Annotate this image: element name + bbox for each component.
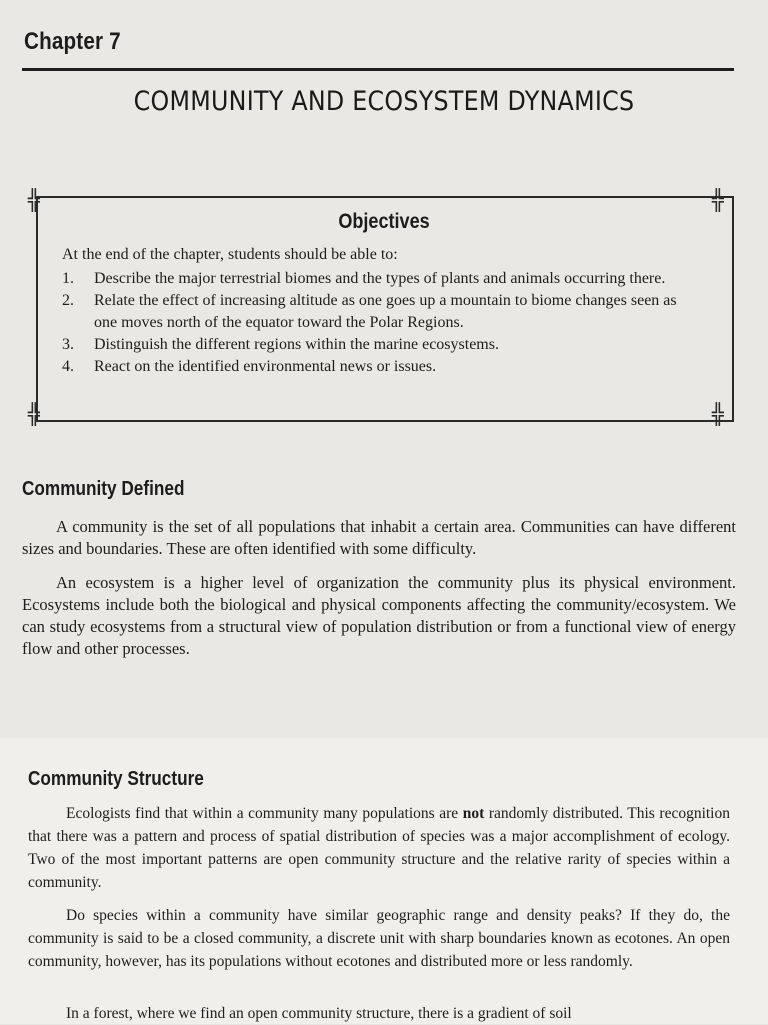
corner-ornament-top-left-icon: ╬ xyxy=(28,188,41,212)
chapter-title: COMMUNITY AND ECOSYSTEM DYNAMICS xyxy=(133,86,635,117)
objectives-list xyxy=(62,268,702,378)
chapter-divider xyxy=(22,68,734,71)
list-item: 2. Relate the effect of increasing altitude as one goes up a mountain to biome changes seen as one moves north of the equator toward the Polar Regions. xyxy=(62,292,677,331)
community-defined-paragraph-2: An ecosystem is a higher level of organization the community plus its physical environment. Ecosystems include both the biological and physical components affecting the community/ecosystem. We can study ecosystems from a structural view of population distribution or from a functional view of energy flow and other processes. xyxy=(22,573,736,658)
list-item: 1. Describe the major terrestrial biomes and the types of plants and animals occurring there. xyxy=(62,270,666,287)
community-defined-paragraph-1: A community is the set of all populations that inhabit a certain area. Communities can have different sizes and boundaries. These are often identified with some difficulty. xyxy=(22,517,736,558)
community-structure-paragraph-3: In a forest, where we find an open community structure, there is a gradient of soil xyxy=(66,1005,572,1022)
community-structure-paragraph-2: Do species within a community have similar geographic range and density peaks? If they do, the community is said to be a closed community, a discrete unit with sharp boundaries known as ecotones. An open community, however, has its populations without ecotones and distributed more or less randomly. xyxy=(28,907,730,970)
list-item: 4. React on the identified environmental news or issues. xyxy=(62,358,437,375)
community-structure-paragraph-1: Ecologists find that within a community many populations are not randomly distributed. This recognition that there was a pattern and process of spatial distribution of species was a major accomplishment of ecology. Two of the most important patterns are open community structure and the relative rarity of species within a community. xyxy=(28,805,730,891)
community-structure-heading: Community Structure xyxy=(28,768,204,790)
corner-ornament-bottom-left-icon: ╬ xyxy=(28,402,41,426)
list-item: 3. Distinguish the different regions within the marine ecosystems. xyxy=(62,336,499,353)
corner-ornament-bottom-right-icon: ╬ xyxy=(712,402,725,426)
community-defined-heading: Community Defined xyxy=(22,478,185,500)
chapter-label: Chapter 7 xyxy=(24,28,121,55)
corner-ornament-top-right-icon: ╬ xyxy=(712,188,725,212)
objectives-title: Objectives xyxy=(338,210,430,233)
objectives-intro: At the end of the chapter, students should be able to: xyxy=(62,246,398,263)
